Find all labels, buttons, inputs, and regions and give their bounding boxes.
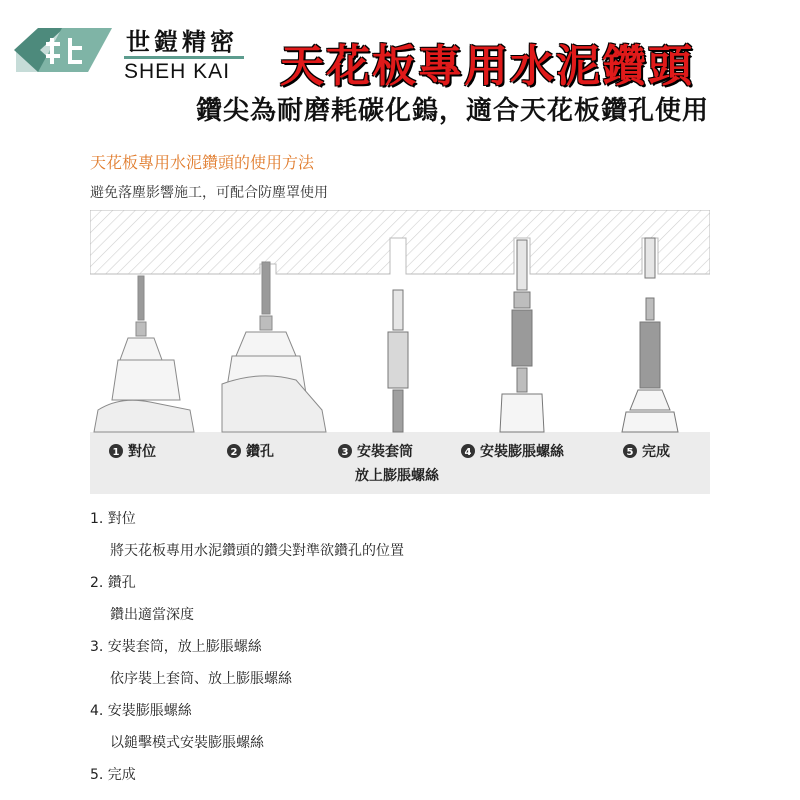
usage-section-description: 避免落塵影響施工，可配合防塵罩使用 bbox=[90, 185, 328, 201]
stage-label-1 bbox=[109, 443, 156, 460]
usage-section-title: 天花板專用水泥鑽頭的使用方法 bbox=[90, 153, 315, 172]
sheh-kai-logo-icon bbox=[12, 26, 116, 74]
stage-label-5-text: 完成 bbox=[642, 444, 670, 460]
step-3-description: 依序裝上套筒、放上膨脹螺絲 bbox=[110, 671, 292, 687]
step-3-heading: 3. 安裝套筒，放上膨脹螺絲 bbox=[90, 639, 262, 655]
product-subtitle: 鑽尖為耐磨耗碳化鎢，適合天花板鑽孔使用 bbox=[196, 96, 710, 126]
stage-label-3-text: 安裝套筒 bbox=[357, 444, 413, 460]
header bbox=[0, 0, 800, 130]
stage-label-5 bbox=[623, 443, 670, 460]
stage-label-2-text: 鑽孔 bbox=[246, 444, 274, 460]
usage-steps-list bbox=[90, 508, 710, 796]
step-1-heading: 1. 對位 bbox=[90, 511, 136, 527]
stage-label-2 bbox=[227, 443, 274, 460]
product-title: 天花板專用水泥鑽頭 bbox=[280, 41, 694, 92]
step-4-heading: 4. 安裝膨脹螺絲 bbox=[90, 703, 192, 719]
step-1-description: 將天花板專用水泥鑽頭的鑽尖對準欲鑽孔的位置 bbox=[110, 543, 404, 559]
stage-label-4-number: 4 bbox=[464, 447, 472, 458]
brand-name-english: SHEH KAI bbox=[124, 60, 231, 83]
stage-label-4-text: 安裝膨脹螺絲 bbox=[480, 444, 564, 460]
stage-label-1-number: 1 bbox=[112, 447, 120, 458]
brand-name-chinese: 世鎧精密 bbox=[126, 28, 238, 56]
stage-label-2-number: 2 bbox=[230, 447, 238, 458]
step-4-description: 以鎚擊模式安裝膨脹螺絲 bbox=[110, 735, 264, 751]
stage-label-5-number: 5 bbox=[626, 447, 634, 458]
step-2-description: 鑽出適當深度 bbox=[110, 607, 194, 623]
step-2-heading: 2. 鑽孔 bbox=[90, 575, 136, 591]
diagram-label-band bbox=[90, 432, 710, 494]
usage-diagram bbox=[90, 210, 710, 494]
brand-divider bbox=[124, 56, 244, 59]
step-5-heading: 5. 完成 bbox=[90, 767, 136, 783]
stage-label-1-text: 對位 bbox=[128, 444, 156, 460]
stage-label-3-text-line2: 放上膨脹螺絲 bbox=[355, 468, 439, 484]
stage-label-3-number: 3 bbox=[341, 447, 349, 458]
